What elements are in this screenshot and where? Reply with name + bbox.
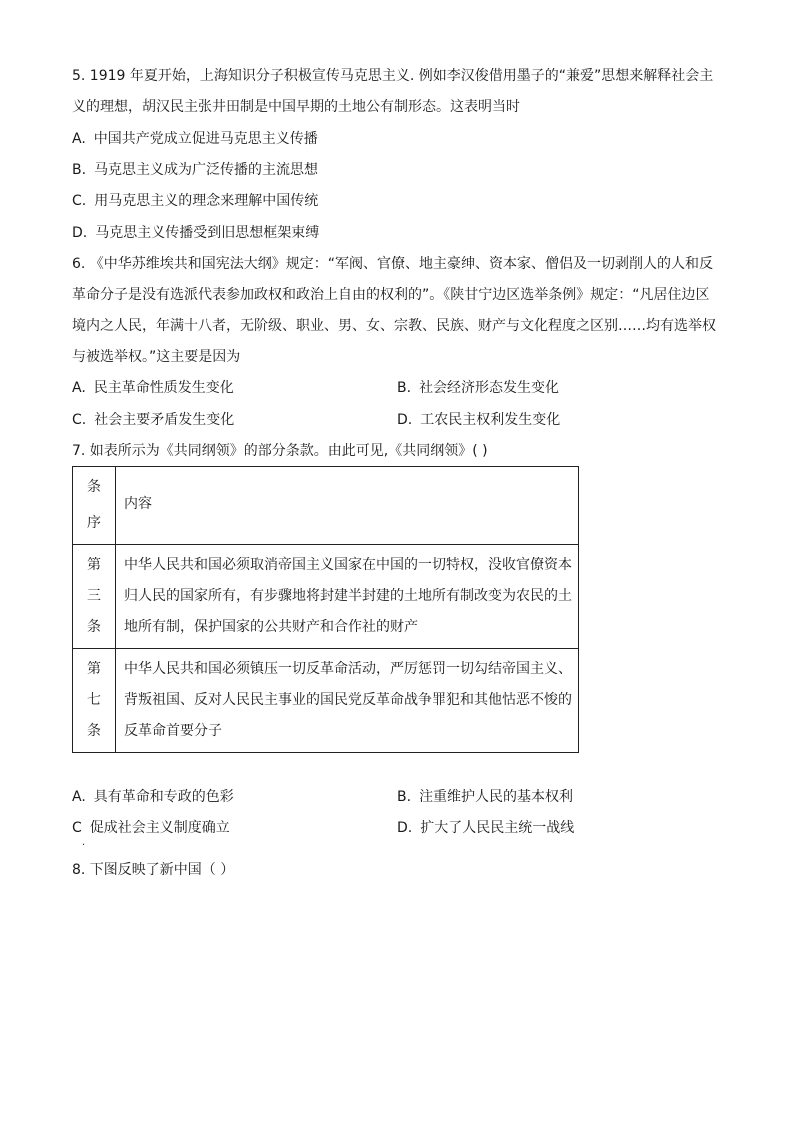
header-cell-article xyxy=(73,467,116,545)
option-key: A. xyxy=(72,380,86,396)
table-row xyxy=(73,545,579,649)
article-content-cell xyxy=(116,545,579,649)
article-line: 中华人民共和国必须取消帝国主义国家在中国的一切特权，没收官僚资本 xyxy=(124,557,572,573)
header-cell-content xyxy=(116,467,579,545)
articles-table xyxy=(72,466,579,753)
q7-stem: 7. 如表所示为《共同纲领》的部分条款。由此可见,《共同纲领》( ) xyxy=(72,443,488,459)
table-header-row xyxy=(73,467,579,545)
option-key: B. xyxy=(397,380,412,396)
article-char: 七 xyxy=(87,692,101,708)
option-text: 具有革命和专政的色彩 xyxy=(93,789,234,805)
q5-option-c xyxy=(72,191,318,211)
stray-dot: . xyxy=(82,837,86,848)
q8-stem: 8. 下图反映了新中国（ ） xyxy=(72,862,235,878)
article-char: 条 xyxy=(87,619,101,635)
q6-option-b xyxy=(397,378,559,398)
option-key: D. xyxy=(397,820,413,836)
article-line: 反革命首要分子 xyxy=(124,723,222,739)
q6-stem-line-3: 境内之人民，年满十八者，无阶级、职业、男、女、宗教、民族、财产与文化程度之区别……均有选举权 xyxy=(72,318,716,334)
article-content-cell xyxy=(116,649,579,753)
header-content-label: 内容 xyxy=(124,496,152,512)
q5-option-a xyxy=(72,129,318,149)
q6-option-d xyxy=(397,410,560,430)
option-text: 用马克思主义的理念来理解中国传统 xyxy=(94,193,319,209)
table-row xyxy=(73,649,579,753)
article-char: 三 xyxy=(87,588,101,604)
option-text: 民主革命性质发生变化 xyxy=(93,380,234,396)
option-text: 中国共产党成立促进马克思主义传播 xyxy=(93,131,318,147)
article-char: 第 xyxy=(87,557,101,573)
header-char: 序 xyxy=(87,515,101,531)
option-text: 社会经济形态发生变化 xyxy=(419,380,560,396)
article-char: 条 xyxy=(87,723,101,739)
option-text: 马克思主义成为广泛传播的主流思想 xyxy=(94,162,319,178)
header-char: 条 xyxy=(87,479,101,495)
option-text: 促成社会主义制度确立 xyxy=(89,820,230,836)
option-text: 工农民主权利发生变化 xyxy=(420,412,561,428)
article-number-cell xyxy=(73,545,116,649)
option-key: D. xyxy=(397,412,413,428)
q5-option-b xyxy=(72,160,318,180)
option-text: 注重维护人民的基本权利 xyxy=(419,789,574,805)
option-text: 马克思主义传播受到旧思想框架束缚 xyxy=(95,225,320,241)
article-line: 归人民的国家所有，有步骤地将封建半封建的土地所有制改变为农民的土 xyxy=(124,588,572,604)
option-key: C. xyxy=(72,412,87,428)
q5-stem-line-2: 义的理想，胡汉民主张井田制是中国早期的土地公有制形态。这表明当时 xyxy=(72,99,520,115)
q7-option-b xyxy=(397,787,573,807)
option-key: B. xyxy=(72,162,87,178)
q5-stem-line-1: 5. 1919 年夏开始，上海知识分子积极宣传马克思主义. 例如李汉俊借用墨子的“兼爱”思想来解释社会主 xyxy=(72,68,714,84)
q7-option-d xyxy=(397,818,574,838)
q6-stem-line-4: 与被选举权。”这主要是因为 xyxy=(72,349,241,365)
article-number-cell xyxy=(73,649,116,753)
article-line: 地所有制，保护国家的公共财产和合作社的财产 xyxy=(124,619,418,635)
option-text: 社会主要矛盾发生变化 xyxy=(94,412,235,428)
article-line: 背叛祖国、反对人民民主事业的国民党反革命战争罪犯和其他怙恶不悛的 xyxy=(124,692,572,708)
q5-option-d xyxy=(72,223,319,243)
q6-option-c xyxy=(72,410,234,430)
q6-option-a xyxy=(72,378,234,398)
option-key: A. xyxy=(72,131,86,147)
q7-option-c xyxy=(72,818,230,838)
option-key: C. xyxy=(72,193,87,209)
option-key: B. xyxy=(397,789,412,805)
q6-stem-line-1: 6. 《中华苏维埃共和国宪法大纲》规定：“军阀、官僚、地主豪绅、资本家、僧侣及一切剥削人的人和反 xyxy=(72,256,714,272)
option-key: A. xyxy=(72,789,86,805)
option-text: 扩大了人民民主统一战线 xyxy=(420,820,575,836)
q6-stem-line-2: 革命分子是没有选派代表参加政权和政治上自由的权利的”。《陕甘宁边区选举条例》规定：“凡居住边区 xyxy=(72,287,710,303)
article-char: 第 xyxy=(87,661,101,677)
option-key: C xyxy=(72,820,82,836)
option-key: D. xyxy=(72,225,88,241)
q7-option-a xyxy=(72,787,234,807)
article-line: 中华人民共和国必须镇压一切反革命活动，严厉惩罚一切勾结帝国主义、 xyxy=(124,661,572,677)
